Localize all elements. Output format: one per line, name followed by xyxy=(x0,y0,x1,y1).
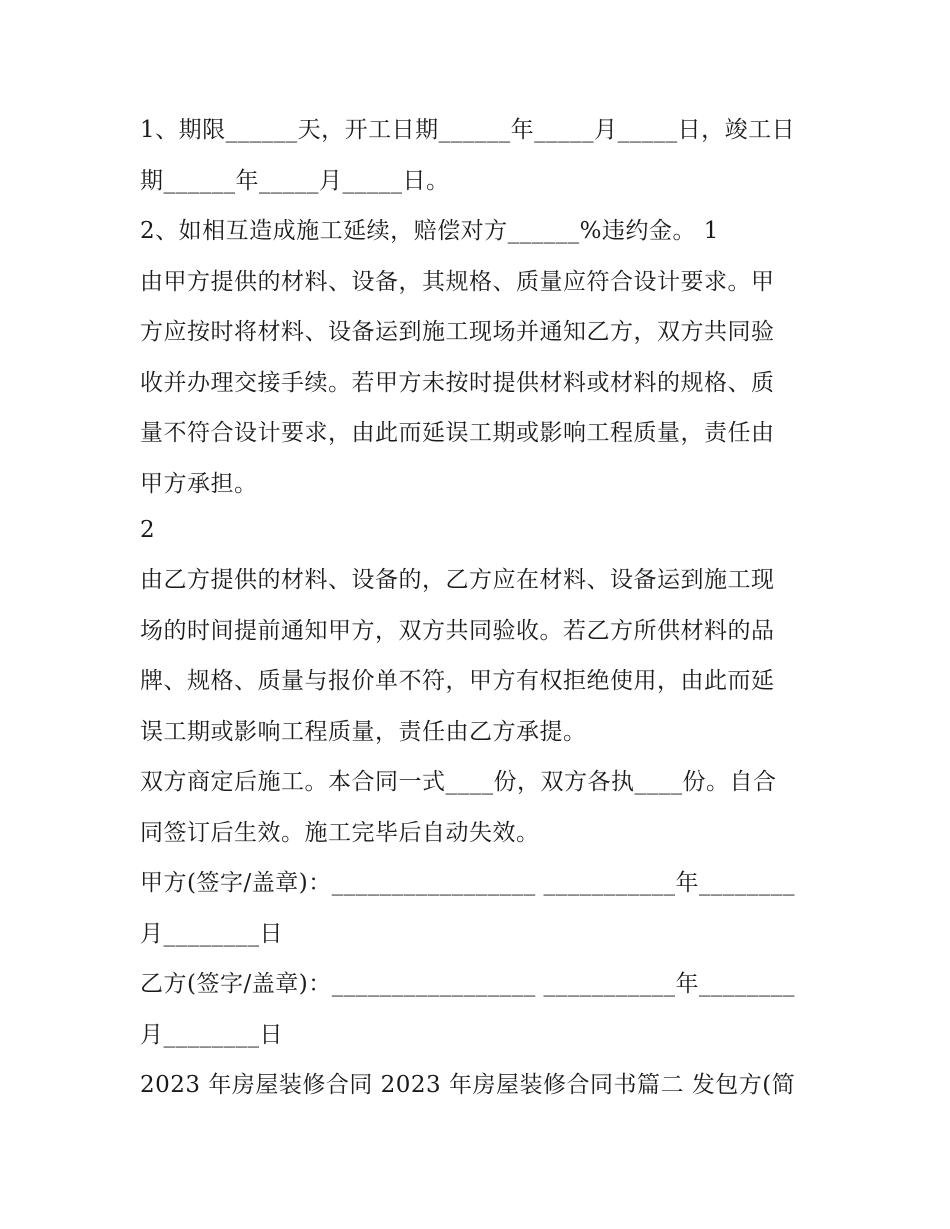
section-number: 2 xyxy=(140,517,156,543)
text-line: 由甲方提供的材料、设备，其规格、质量应符合设计要求。甲 xyxy=(140,269,775,295)
text-line: 误工期或影响工程质量，责任由乙方承提。 xyxy=(140,719,587,745)
party-b-date-line: 月________日 xyxy=(140,1022,283,1048)
text-line: 2、如相互造成施工延续，赔偿对方______%违约金。 1 xyxy=(140,218,719,244)
text-line: 收并办理交接手续。若甲方未按时提供材料或材料的规格、质 xyxy=(140,370,775,396)
text-line: 场的时间提前通知甲方，双方共同验收。若乙方所供材料的品 xyxy=(140,618,775,644)
text-line: 同签订后生效。施工完毕后自动失效。 xyxy=(140,820,540,846)
text-line: 期______年_____月_____日。 xyxy=(140,168,450,194)
text-line: 量不符合设计要求，由此而延误工期或影响工程质量，责任由 xyxy=(140,420,775,446)
party-b-signature-line: 乙方(签字/盖章)：_________________ ___________年________ xyxy=(140,971,796,997)
text-line: 双方商定后施工。本合同一式____份，双方各执____份。自合 xyxy=(140,769,777,795)
text-line: 由乙方提供的材料、设备的，乙方应在材料、设备运到施工现 xyxy=(140,567,775,593)
text-line: 方应按时将材料、设备运到施工现场并通知乙方，双方共同验 xyxy=(140,319,775,345)
text-line: 牌、规格、质量与报价单不符，甲方有权拒绝使用，由此而延 xyxy=(140,668,775,694)
party-a-date-line: 月________日 xyxy=(140,921,283,947)
party-a-signature-line: 甲方(签字/盖章)：_________________ ___________年________ xyxy=(140,870,796,896)
text-line: 2023 年房屋装修合同 2023 年房屋装修合同书篇二 发包方(简 xyxy=(140,1072,796,1098)
text-line: 1、期限______天，开工日期______年_____月_____日，竣工日 xyxy=(140,117,796,143)
text-line: 甲方承担。 xyxy=(140,471,258,497)
